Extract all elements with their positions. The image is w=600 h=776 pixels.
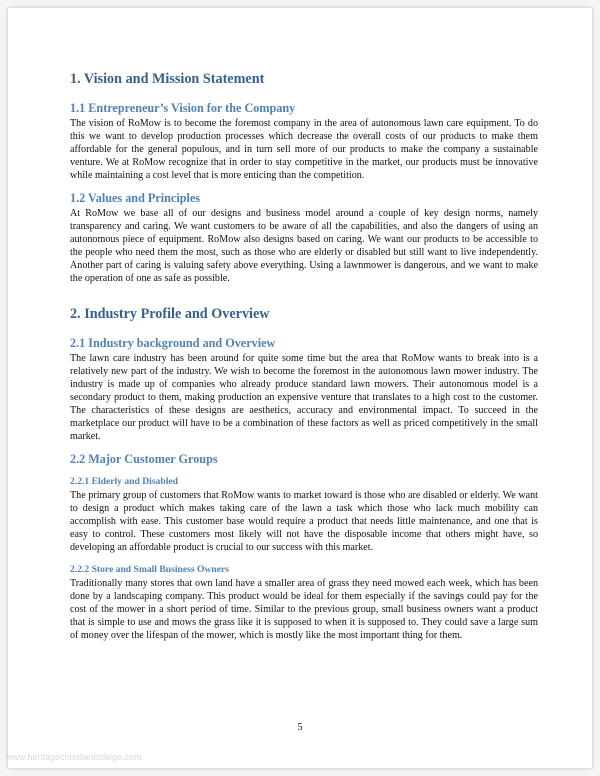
subsubsection-heading-elderly-disabled: 2.2.1 Elderly and Disabled <box>70 476 178 487</box>
section-heading-vision-mission: 1. Vision and Mission Statement <box>70 71 265 87</box>
page-number: 5 <box>297 722 303 733</box>
subsection-heading-entrepreneur-vision: 1.1 Entrepreneur’s Vision for the Company <box>70 101 296 115</box>
section-heading-industry-profile: 2. Industry Profile and Overview <box>70 306 270 322</box>
subsection-heading-industry-background: 2.1 Industry background and Overview <box>70 336 276 350</box>
paragraph-elderly-disabled: The primary group of customers that RoMow wants to market toward is those who are disabled or elderly. We want to design a product which makes taking care of the lawn a task which those who lack much mobility can accomplish with ease. This customer base would require a product that needs little maintenance, and one that is easy to control. These customers most likely will not have the disposable income that others might have, so developing an affordable product is crucial to our success with this market. <box>70 490 538 553</box>
subsection-heading-values-principles: 1.2 Values and Principles <box>70 191 201 205</box>
paragraph-industry-background: The lawn care industry has been around for quite some time but the area that RoMow wants to break into is a relatively new part of the industry. We wish to become the foremost in the autonomous lawn mower industry. The industry is made up of companies who already produce standard lawn mowers. Their autonomous model is a secondary product to them, making production an expensive venture that translates to a high cost to the customer. The characteristics of these designs are aesthetics, accuracy and environmental impact. To succeed in the marketplace our product will have to be a combination of these factors as well as priced competitively in the small market. <box>70 353 538 442</box>
subsection-heading-customer-groups: 2.2 Major Customer Groups <box>70 452 218 466</box>
paragraph-entrepreneur-vision: The vision of RoMow is to become the foremost company in the area of autonomous lawn care equipment. To do this we want to develop production processes which decrease the overall costs of our products to make them affordable for the general populous, and in turn sell more of our products to make the company a sustainable venture. We at RoMow recognize that in order to stay competitive in the market, our products must be innovative while maintaining a cost level that is more enticing than the competition. <box>70 118 538 181</box>
watermark-text: www.heritagechristiancollege.com <box>6 752 142 762</box>
subsubsection-heading-store-business-owners: 2.2.2 Store and Small Business Owners <box>70 564 229 575</box>
paragraph-store-business-owners: Traditionally many stores that own land have a smaller area of grass they need mowed each week, which has been done by a landscaping company. This product would be ideal for them especially if the savings could pay for the cost of the mower in a short period of time. Similar to the previous group, small business owners want a product that is simple to use and mows the grass like it is supposed to when it is supposed to. They could save a large sum of money over the lifespan of the mower, which is mostly like the most important thing for them. <box>70 578 538 641</box>
paragraph-values-principles: At RoMow we base all of our designs and business model around a couple of key design norms, namely transparency and caring. We want customers to be aware of all the capabilities, and also the dangers of using an autonomous piece of equipment. RoMow also designs based on caring. We want our products to be accessible to the people who need them the most, such as those who are elderly or disabled but still want to live independently. Another part of caring is valuing safety above everything. Using a lawnmower is dangerous, and we want to make the operation of one as safe as possible. <box>70 208 538 284</box>
document-page <box>8 8 592 768</box>
page-content <box>70 70 538 651</box>
